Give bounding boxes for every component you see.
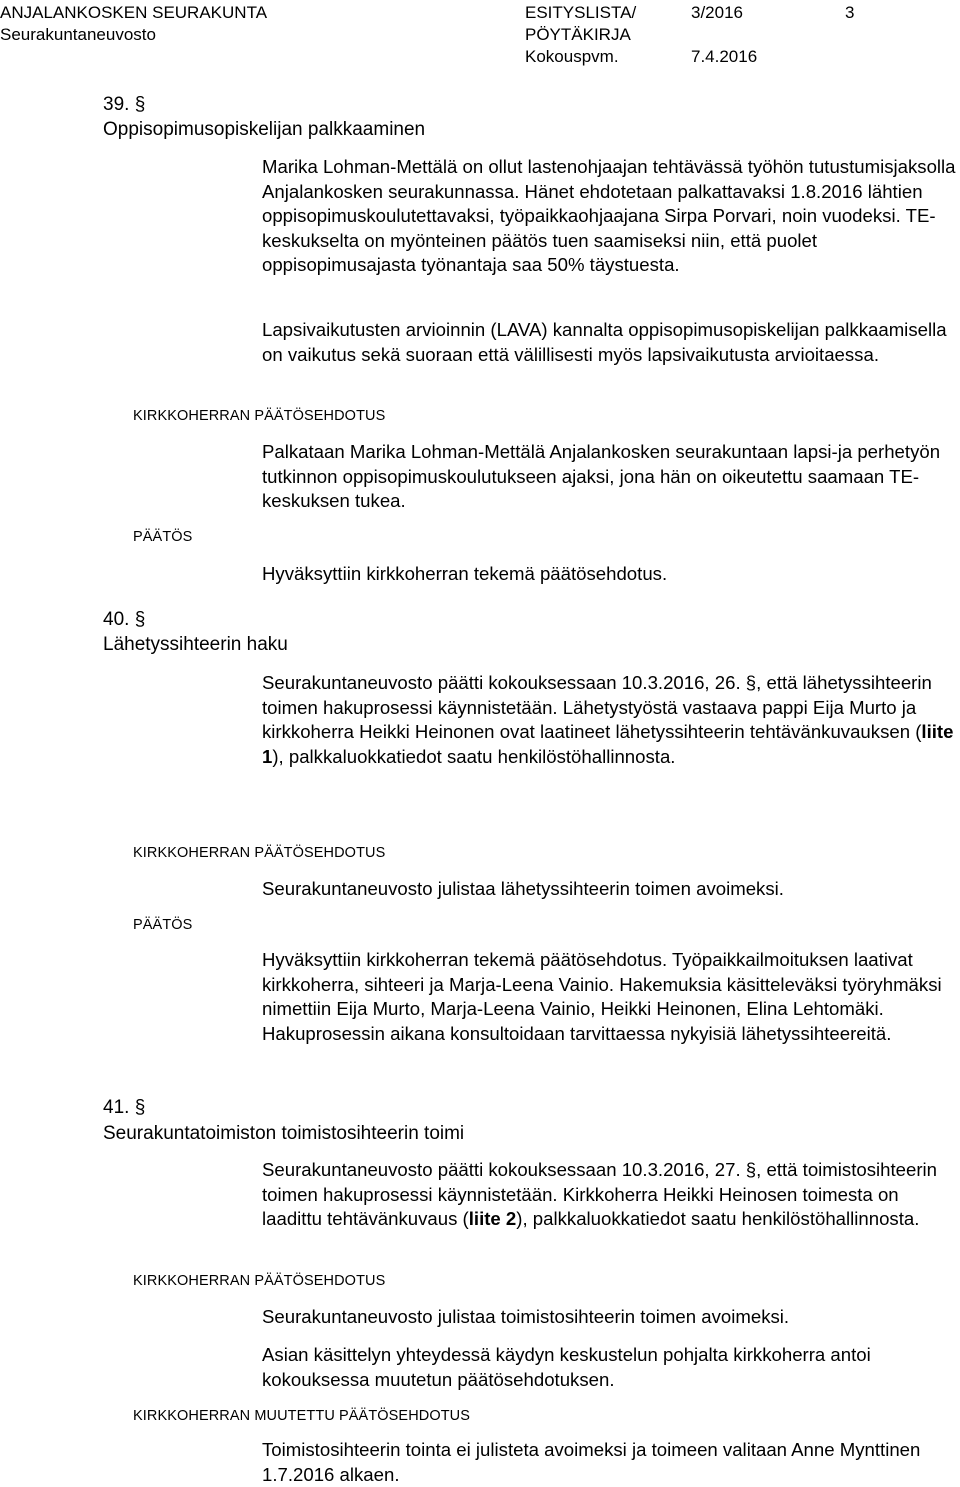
section-40-number [103, 608, 145, 632]
section-39-decision: Hyväksyttiin kirkkoherran tekemä päätösehdotus. [262, 563, 668, 584]
section-40-proposal-label: KIRKKOHERRAN PÄÄTÖSEHDOTUS [133, 845, 386, 861]
section-41-proposal-label: KIRKKOHERRAN PÄÄTÖSEHDOTUS [133, 1273, 386, 1289]
page-number: 3 [845, 3, 855, 22]
section-41-proposal-2: Asian käsittelyn yhteydessä käydyn keskustelun pohjalta kirkkoherra antoi kokouksessa muutetun päätösehdotuksen. [262, 1344, 871, 1390]
section-41-modified-proposal: Toimistosihteerin tointa ei julisteta avoimeksi ja toimeen valitaan Anne Mynttinen 1.7.2016 alkaen. [262, 1439, 921, 1485]
section-40-decision: Hyväksyttiin kirkkoherran tekemä päätösehdotus. Työpaikkailmoituksen laativat kirkkoherra, sihteeri ja Marja-Leena Vainio. Hakemuksia käsitteleväksi työryhmäksi nimettiin Eija Murto, Marja-Leena Vainio, Heikki Heinonen, Elina Lehtomäki. Hakuprosessin aikana konsultoidaan tarvittaessa nykyisiä lähetyssihteereitä. [262, 949, 942, 1044]
date-label: Kokouspvm. [525, 47, 619, 66]
section-39-title: Oppisopimusopiskelijan palkkaaminen [103, 119, 426, 140]
section-39-proposal: Palkataan Marika Lohman-Mettälä Anjalankosken seurakuntaan lapsi-ja perhetyön tutkinnon oppisopimuskoulutukseen ajaksi, jona hän on oikeutettu saamaan TE-keskuksen tukea. [262, 441, 941, 512]
section-number: 40. [103, 609, 130, 630]
section-39-decision-label: PÄÄTÖS [133, 529, 193, 545]
paragraph-symbol: § [134, 1097, 146, 1118]
issue-number: 3/2016 [691, 3, 743, 22]
body-name: Seurakuntaneuvosto [0, 25, 156, 44]
section-39-proposal-label: KIRKKOHERRAN PÄÄTÖSEHDOTUS [133, 408, 386, 424]
section-41-title: Seurakuntatoimiston toimistosihteerin toimi [103, 1123, 465, 1144]
section-41-proposal-1: Seurakuntaneuvosto julistaa toimistosihteerin toimen avoimeksi. [262, 1306, 790, 1327]
meeting-date: 7.4.2016 [691, 47, 758, 66]
paragraph-symbol: § [134, 94, 146, 115]
attachment-ref: liite 1 [262, 721, 954, 767]
section-39-number [103, 93, 145, 117]
section-40-decision-label: PÄÄTÖS [133, 917, 193, 933]
section-41-modified-label: KIRKKOHERRAN MUUTETTU PÄÄTÖSEHDOTUS [133, 1408, 471, 1424]
section-number: 41. [103, 1097, 130, 1118]
section-41-number [103, 1096, 145, 1120]
doc-type-2: PÖYTÄKIRJA [525, 25, 631, 44]
section-40-paragraph-1: Seurakuntaneuvosto päätti kokouksessaan 10.3.2016, 26. §, että lähetyssihteerin toimen hakuprosessi käynnistetään. Lähetystyöstä vastaava pappi Eija Murto ja kirkkoherra Heikki Heinonen ovat laatineet lähetyssihteerin tehtävänkuvauksen (liite 1), palkkaluokkatiedot saatu henkilöstöhallinnosta. [262, 672, 954, 767]
org-name: ANJALANKOSKEN SEURAKUNTA [0, 3, 268, 22]
paragraph-symbol: § [134, 609, 146, 630]
section-41-paragraph-1: Seurakuntaneuvosto päätti kokouksessaan 10.3.2016, 27. §, että toimistosihteerin toimen hakuprosessi käynnistetään. Kirkkoherra Heikki Heinosen toimesta on laadittu tehtävänkuvaus (liite 2), palkkaluokkatiedot saatu henkilöstöhallinnosta. [262, 1159, 937, 1230]
section-39-paragraph-1: Marika Lohman-Mettälä on ollut lastenohjaajan tehtävässä työhön tutustumisjaksolla Anjalankosken seurakunnassa. Hänet ehdotetaan palkattavaksi 1.8.2016 lähtien oppisopimuskoulutettavaksi, työpaikkaohjaajana Sirpa Porvari, noin vuodeksi. TE-keskukselta on myönteinen päätös tuen saamiseksi niin, että puolet oppisopimusajasta työnantaja saa 50% täystuesta. [262, 156, 956, 276]
section-number: 39. [103, 94, 130, 115]
attachment-ref: liite 2 [468, 1208, 517, 1230]
section-39-paragraph-2: Lapsivaikutusten arvioinnin (LAVA) kannalta oppisopimusopiskelijan palkkaamisella on vaikutus sekä suoraan että välillisesti myös lapsivaikutusta arvioitaessa. [262, 319, 947, 365]
section-40-proposal: Seurakuntaneuvosto julistaa lähetyssihteerin toimen avoimeksi. [262, 878, 784, 899]
doc-type: ESITYSLISTA/ [525, 3, 637, 22]
section-40-title: Lähetyssihteerin haku [103, 634, 288, 655]
